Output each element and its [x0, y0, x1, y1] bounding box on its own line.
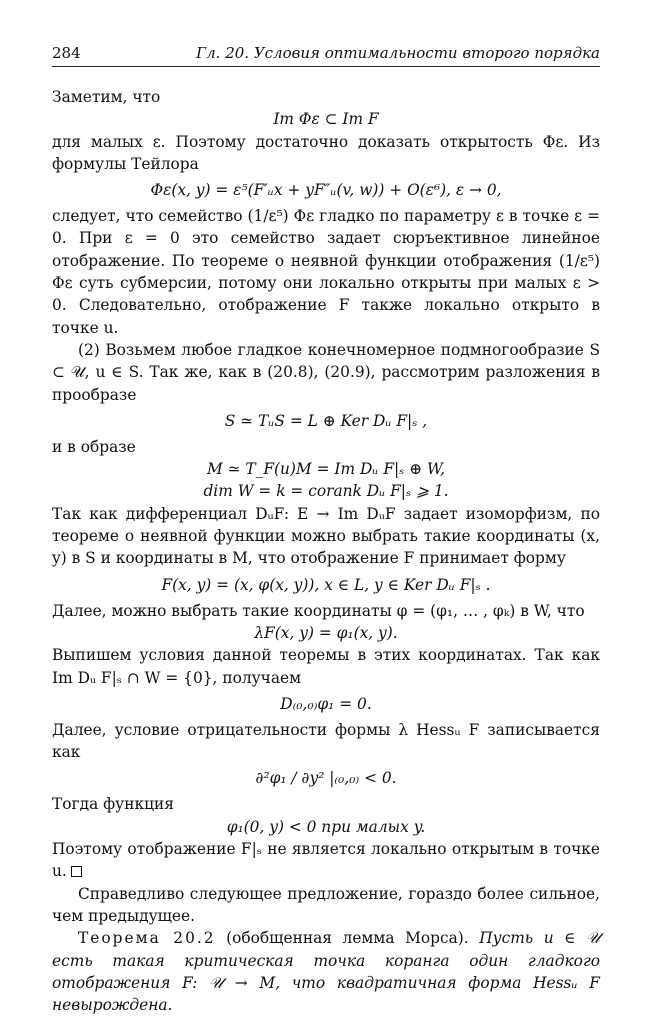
- theorem-name: (обобщенная лемма Морса).: [226, 929, 469, 948]
- formula: F(x, y) = (x, φ(x, y)), x ∈ L, y ∈ Ker Dᵤ F|ₛ .: [161, 575, 491, 594]
- formula: dim W = k = corank Dᵤ F|ₛ ⩾ 1.: [203, 482, 449, 501]
- formula: S ≃ TᵤS = L ⊕ Ker Dᵤ F|ₛ ,: [224, 411, 428, 430]
- running-title: Гл. 20. Условия оптимальности второго порядка: [196, 44, 600, 62]
- theorem-label: Теорема 20.2: [78, 929, 216, 948]
- paragraph: и в образе: [52, 437, 136, 456]
- qed-icon: [71, 866, 82, 877]
- paragraph: Выпишем условия данной теоремы в этих координатах. Так как Im Dᵤ F|ₛ ∩ W = {0}, получаем: [52, 646, 600, 687]
- formula: λF(x, y) = φ₁(x, y).: [254, 623, 398, 642]
- paragraph: Далее, можно выбрать такие координаты φ = (φ₁, … , φₖ) в W, что: [52, 601, 585, 620]
- formula: φ₁(0, y) < 0 при малых y.: [226, 817, 426, 836]
- paragraph: [52, 838, 600, 883]
- theorem: [52, 927, 600, 1016]
- paragraph: следует, что семейство (1/ε⁵) Φε гладко по параметру ε в точке ε = 0. При ε = 0 это семейство задает сюръективное линейное отображение. По теореме о неявной функции отображения (1/ε⁵) Φε суть субмерсии, потому они локально открыты при малых ε > 0. Следовательно, отображение F также локально открыто в точке u.: [52, 207, 600, 337]
- paragraph-text: Поэтому отображение F|ₛ не является локально открытым в точке u.: [52, 840, 600, 881]
- paragraph: (2) Возьмем любое гладкое конечномерное подмногообразие S ⊂ 𝒰, u ∈ S. Так же, как в (20.8), (20.9), рассмотрим разложения в прообразе: [52, 340, 600, 404]
- formula: Im Φε ⊂ Im F: [273, 110, 379, 129]
- theorem-statement: Пусть u ∈ 𝒰 есть такая критическая точка коранга один гладкого отображения F: 𝒰 → M, что квадратичная форма Hessᵤ F невырождена.: [52, 929, 600, 1015]
- paragraph: Тогда функция: [52, 795, 174, 814]
- paragraph: для малых ε. Поэтому достаточно доказать открытость Φε. Из формулы Тейлора: [52, 132, 600, 173]
- paragraph: Так как дифференциал DᵤF: E → Im DᵤF задает изоморфизм, по теореме о неявной функции можно выбрать такие координаты (x, y) в S и координаты в M, что отображение F принимает форму: [52, 504, 600, 568]
- formula: M ≃ T_F(u)M = Im Dᵤ F|ₛ ⊕ W,: [206, 460, 446, 479]
- paragraph: Далее, условие отрицательности формы λ Hessᵤ F записывается как: [52, 720, 600, 762]
- formula: Φε(x, y) = ε⁵(F′ᵤx + yF″ᵤ(v, w)) + O(ε⁶), ε → 0,: [150, 181, 502, 200]
- paragraph: Заметим, что: [52, 88, 161, 106]
- formula: D₍₀,₀₎φ₁ = 0.: [280, 694, 372, 713]
- paragraph: Справедливо следующее предложение, гораздо более сильное, чем предыдущее.: [52, 884, 600, 925]
- page-body: [52, 86, 600, 1016]
- running-header: [52, 40, 600, 67]
- formula: ∂²φ₁ / ∂y² |₍₀,₀₎ < 0.: [255, 769, 397, 788]
- page-number: 284: [52, 44, 81, 62]
